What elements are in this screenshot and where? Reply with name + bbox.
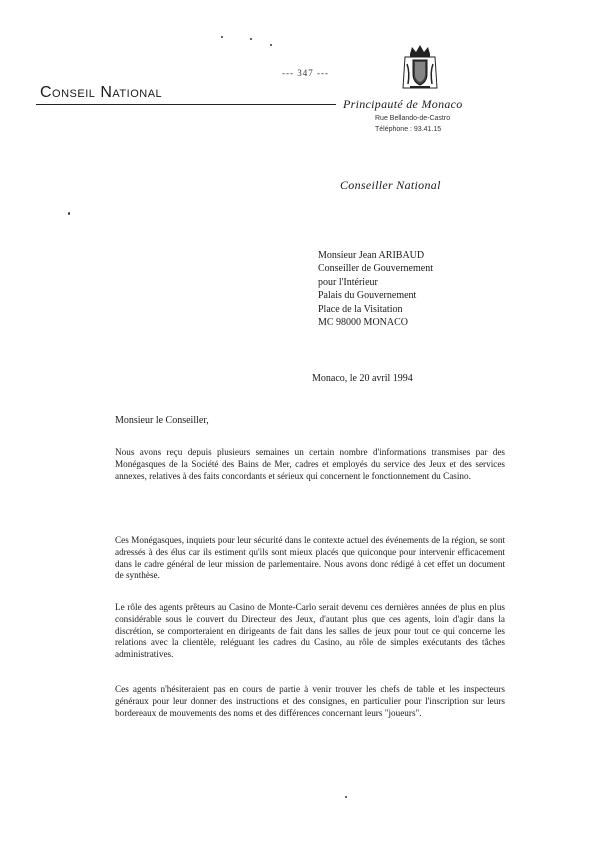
- recipient-line: Conseiller de Gouvernement: [318, 263, 433, 275]
- phone-number: Téléphone : 93.41.15: [375, 126, 442, 133]
- header-rule: [36, 104, 336, 105]
- recipient-address: [318, 249, 433, 329]
- recipient-line: Monsieur Jean ARIBAUD: [318, 250, 425, 261]
- principality-name: Principauté de Monaco: [343, 97, 463, 111]
- document-reference: --- 347 ---: [282, 68, 329, 78]
- office-title: Conseiller National: [340, 178, 441, 192]
- organization-name: Conseil National: [40, 84, 163, 101]
- body-paragraph: Ces Monégasques, inquiets pour leur sécurité dans le contexte actuel des événements de la région, se sont adressés à des élus car ils estiment qu'ils sont mieux placés que quiconque pour intervenir efficacement dans le cadre général de leur mission de parlementaire. Nous avons donc rédigé à cet effet un document de synthèse.: [115, 535, 505, 581]
- scan-speck: [68, 212, 70, 215]
- recipient-line: MC 98000 MONACO: [318, 317, 409, 329]
- scan-speck: [221, 36, 223, 38]
- body-paragraph: Ces agents n'hésiteraient pas en cours de partie à venir trouver les chefs de table et les inspecteurs généraux pour leur donner des instructions et des consignes, en particulier pour l'inscription sur leurs bordereaux de mouvements des noms et des différences concernant leurs "joueurs".: [115, 684, 505, 718]
- street-address: Rue Bellando-de-Castro: [375, 115, 451, 122]
- date-line: Monaco, le 20 avril 1994: [312, 373, 413, 384]
- body-paragraph: Le rôle des agents prêteurs au Casino de Monte-Carlo serait devenu ces dernières années de plus en plus considérable sous le couvert du Directeur des Jeux, d'autant plus que ces agents, loin d'agir dans la discrétion, se comporteraient en dirigeants de fait dans les salles de jeux pour tout ce qui concerne les relations avec la clientèle, reléguant les cadres du Casino, au rôle de simples exécutants des tâches administratives.: [115, 602, 505, 660]
- scan-speck: [345, 796, 347, 798]
- body-paragraph: Nous avons reçu depuis plusieurs semaines un certain nombre d'informations transmises par des Monégasques de la Société des Bains de Mer, cadres et employés du service des Jeux et des services annexes, relatives à des faits concordants et sérieux qui concernent le fonctionnement du Casino.: [115, 447, 505, 481]
- scan-speck: [270, 44, 272, 46]
- recipient-line: pour l'Intérieur: [318, 276, 378, 288]
- scan-speck: [250, 38, 252, 40]
- recipient-line: Palais du Gouvernement: [318, 290, 417, 302]
- monaco-crest-icon: [402, 44, 438, 92]
- recipient-line: Place de la Visitation: [318, 303, 403, 315]
- salutation: Monsieur le Conseiller,: [115, 415, 209, 426]
